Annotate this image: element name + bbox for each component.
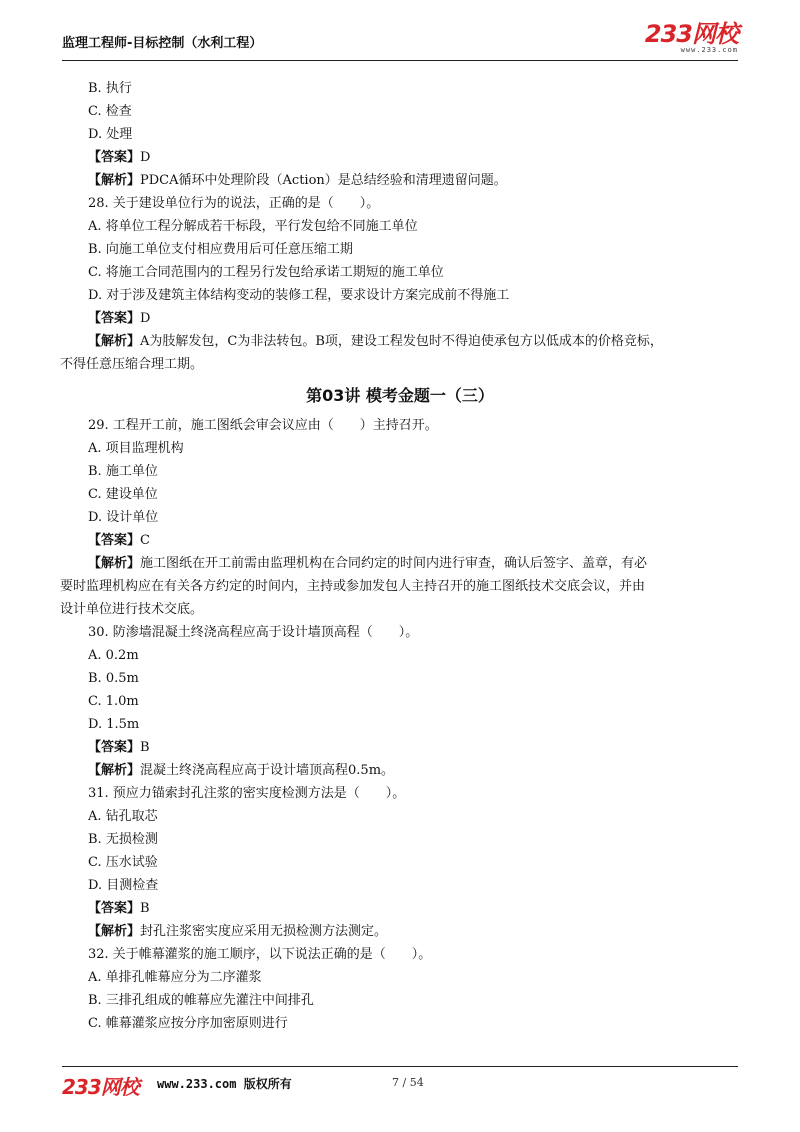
answer-tag: 【答案】	[88, 311, 141, 326]
option-d: D. 目测检查	[88, 878, 159, 893]
option-c: C. 1.0m	[88, 694, 139, 709]
option-a: A. 钻孔取芯	[88, 809, 158, 824]
option-d: D. 设计单位	[88, 510, 159, 525]
question-32: 32. 关于帷幕灌浆的施工顺序，以下说法正确的是（ ）。	[88, 947, 432, 962]
question-31: 31. 预应力锚索封孔注浆的密实度检测方法是（ ）。	[88, 786, 406, 801]
analysis-tag: 【解析】	[88, 173, 141, 188]
answer-line	[88, 897, 748, 920]
option-c: C. 帷幕灌浆应按分序加密原则进行	[88, 1016, 288, 1031]
page-number: 7 / 54	[392, 1076, 424, 1089]
option-b: B. 向施工单位支付相应费用后可任意压缩工期	[88, 242, 353, 257]
analysis-text: A为肢解发包，C为非法转包。B项，建设工程发包时不得迫使承包方以低成本的价格竞标，	[140, 334, 663, 349]
answer-tag: 【答案】	[88, 901, 141, 916]
question-30: 30. 防渗墙混凝土终浇高程应高于设计墙顶高程（ ）。	[88, 625, 419, 640]
analysis-text: 施工图纸在开工前需由监理机构在合同约定的时间内进行审查，确认后签字、盖章，有必	[140, 556, 648, 571]
option-c: C. 将施工合同范围内的工程另行发包给承诺工期短的施工单位	[88, 265, 444, 280]
answer-value: B	[140, 740, 150, 755]
analysis-text: 封孔注浆密实度应采用无损检测方法测定。	[140, 924, 388, 939]
option-a: A. 0.2m	[88, 648, 139, 663]
option-d: D. 处理	[88, 127, 133, 142]
analysis-tag: 【解析】	[88, 763, 141, 778]
analysis-line	[88, 552, 748, 575]
analysis-continuation: 要时监理机构应在有关各方约定的时间内，主持或参加发包人主持召开的施工图纸技术交底会议，并由	[60, 579, 646, 594]
page-footer	[62, 1066, 738, 1097]
option-a: A. 项目监理机构	[88, 441, 184, 456]
analysis-tag: 【解析】	[88, 924, 141, 939]
logo-text: 233网校	[644, 20, 738, 48]
option-c: C. 建设单位	[88, 487, 158, 502]
option-b: B. 无损检测	[88, 832, 158, 847]
answer-line	[88, 307, 748, 330]
analysis-tag: 【解析】	[88, 334, 141, 349]
analysis-line	[88, 330, 748, 353]
analysis-continuation: 设计单位进行技术交底。	[60, 602, 204, 617]
option-a: A. 将单位工程分解成若干标段，平行发包给不同施工单位	[88, 219, 418, 234]
option-c: C. 压水试验	[88, 855, 158, 870]
footer-logo: 233网校	[62, 1075, 139, 1099]
option-b: B. 执行	[88, 81, 132, 96]
question-28: 28. 关于建设单位行为的说法，正确的是（ ）。	[88, 196, 380, 211]
answer-value: B	[140, 901, 150, 916]
analysis-line	[88, 759, 748, 782]
answer-value: D	[140, 150, 151, 165]
option-c: C. 检查	[88, 104, 132, 119]
analysis-text: PDCA循环中处理阶段（Action）是总结经验和清理遗留问题。	[140, 173, 507, 188]
option-d: D. 对于涉及建筑主体结构变动的装修工程，要求设计方案完成前不得施工	[88, 288, 510, 303]
option-b: B. 施工单位	[88, 464, 158, 479]
document-title: 监理工程师-目标控制（水利工程）	[62, 36, 263, 51]
analysis-tag: 【解析】	[88, 556, 141, 571]
option-a: A. 单排孔帷幕应分为二序灌浆	[88, 970, 262, 985]
analysis-line	[88, 169, 748, 192]
brand-logo	[645, 22, 738, 54]
logo-url: www.233.com	[680, 46, 738, 54]
answer-value: C	[140, 533, 150, 548]
answer-value: D	[140, 311, 151, 326]
option-b: B. 0.5m	[88, 671, 139, 686]
answer-tag: 【答案】	[88, 150, 141, 165]
question-29: 29. 工程开工前，施工图纸会审会议应由（ ）主持召开。	[88, 418, 438, 433]
option-b: B. 三排孔组成的帷幕应先灌注中间排孔	[88, 993, 314, 1008]
analysis-text: 混凝土终浇高程应高于设计墙顶高程0.5m。	[140, 763, 395, 778]
answer-tag: 【答案】	[88, 740, 141, 755]
document-body	[60, 77, 748, 1035]
option-d: D. 1.5m	[88, 717, 140, 732]
copyright-text: www.233.com 版权所有	[157, 1077, 292, 1091]
analysis-line	[88, 920, 748, 943]
analysis-continuation: 不得任意压缩合理工期。	[60, 357, 204, 372]
answer-line	[88, 736, 748, 759]
section-title: 第03讲 模考金题一（三）	[306, 386, 494, 405]
page-header	[62, 22, 738, 61]
answer-line	[88, 146, 748, 169]
answer-line	[88, 529, 748, 552]
answer-tag: 【答案】	[88, 533, 141, 548]
